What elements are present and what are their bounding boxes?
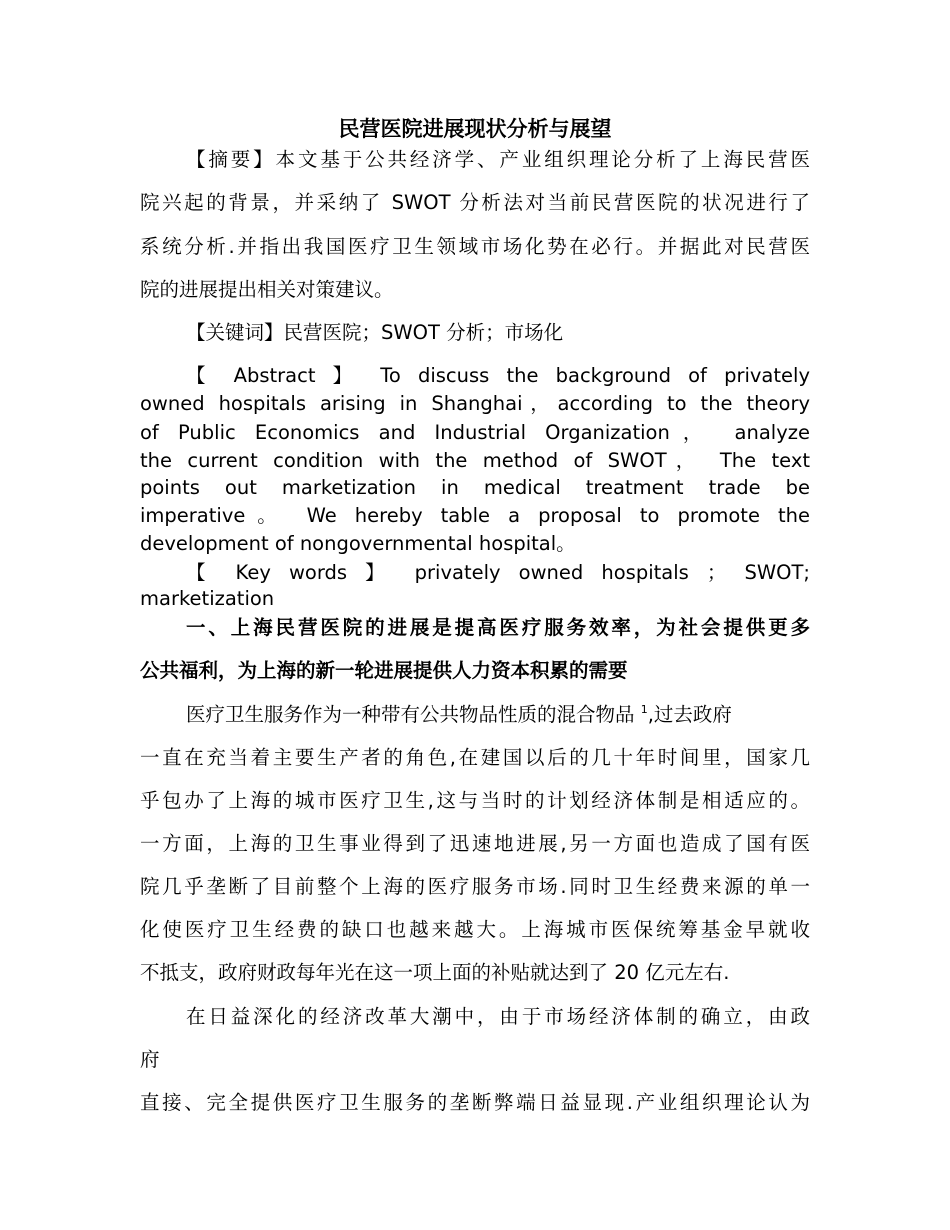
paragraph-line: 一直在充当着主要生产者的角色,在建国以后的几十年时间里，国家几 <box>140 746 810 769</box>
keywords-en-line: 【 Key words 】 privately owned hospitals ； SWOT; <box>186 561 810 584</box>
paragraph-line: 乎包办了上海的城市医疗卫生,这与当时的计划经济体制是相适应的。 <box>140 789 810 812</box>
paragraph-line: 化使医疗卫生经费的缺口也越来越大。上海城市医保统筹基金早就收 <box>140 918 810 941</box>
paragraph-line: 直接、完全提供医疗卫生服务的垄断弊端日益显现.产业组织理论认为 <box>140 1091 810 1114</box>
abstract-en-line: owned hospitals arising in Shanghai，according to the theory <box>140 392 810 415</box>
abstract-en-line: of Public Economics and Industrial Organization， analyze <box>140 421 810 444</box>
paragraph-line <box>186 700 810 730</box>
abstract-en-line: imperative。 We hereby table a proposal to promote the <box>140 504 810 527</box>
keywords-en-line: marketization <box>140 587 275 610</box>
document-title: 民营医院进展现状分析与展望 <box>338 117 612 141</box>
abstract-cn-line: 系统分析.并指出我国医疗卫生领域市场化势在必行。并据此对民营医 <box>140 235 810 258</box>
section-heading-line: 公共福利，为上海的新一轮进展提供人力资本积累的需要 <box>140 659 628 682</box>
paragraph-line: 在日益深化的经济改革大潮中，由于市场经济体制的确立，由政 <box>186 1005 810 1028</box>
section-heading-line: 一、上海民营医院的进展是提高医疗服务效率，为社会提供更多 <box>186 616 810 639</box>
abstract-cn-line: 院的进展提出相关对策建议。 <box>140 278 394 301</box>
abstract-en-line: 【 Abstract 】 To discuss the background of privately <box>186 364 810 387</box>
paragraph-line: 院几乎垄断了目前整个上海的医疗服务市场.同时卫生经费来源的单一 <box>140 875 810 898</box>
paragraph-line: 府 <box>140 1048 160 1071</box>
abstract-en-line: points out marketization in medical treatment trade be <box>140 476 810 499</box>
paragraph-line: 不抵支，政府财政每年光在这一项上面的补贴就达到了 20 亿元左右. <box>140 961 730 984</box>
paragraph-text: ,过去政府 <box>647 703 732 726</box>
paragraph-line: 一方面，上海的卫生事业得到了迅速地进展,另一方面也造成了国有医 <box>140 832 810 855</box>
abstract-cn-line: 【摘要】本文基于公共经济学、产业组织理论分析了上海民营医 <box>186 148 810 171</box>
abstract-en-line: development of nongovernmental hospital。 <box>140 532 576 555</box>
abstract-en-line: the current condition with the method of SWOT， The text <box>140 449 810 472</box>
footnote-marker[interactable]: 1 <box>640 703 648 716</box>
paragraph-text: 医疗卫生服务作为一种带有公共物品性质的混合物品 <box>186 703 635 726</box>
abstract-cn-line: 院兴起的背景，并采纳了 SWOT 分析法对当前民营医院的状况进行了 <box>140 191 810 214</box>
keywords-cn: 【关键词】民营医院；SWOT 分析；市场化 <box>186 321 564 344</box>
